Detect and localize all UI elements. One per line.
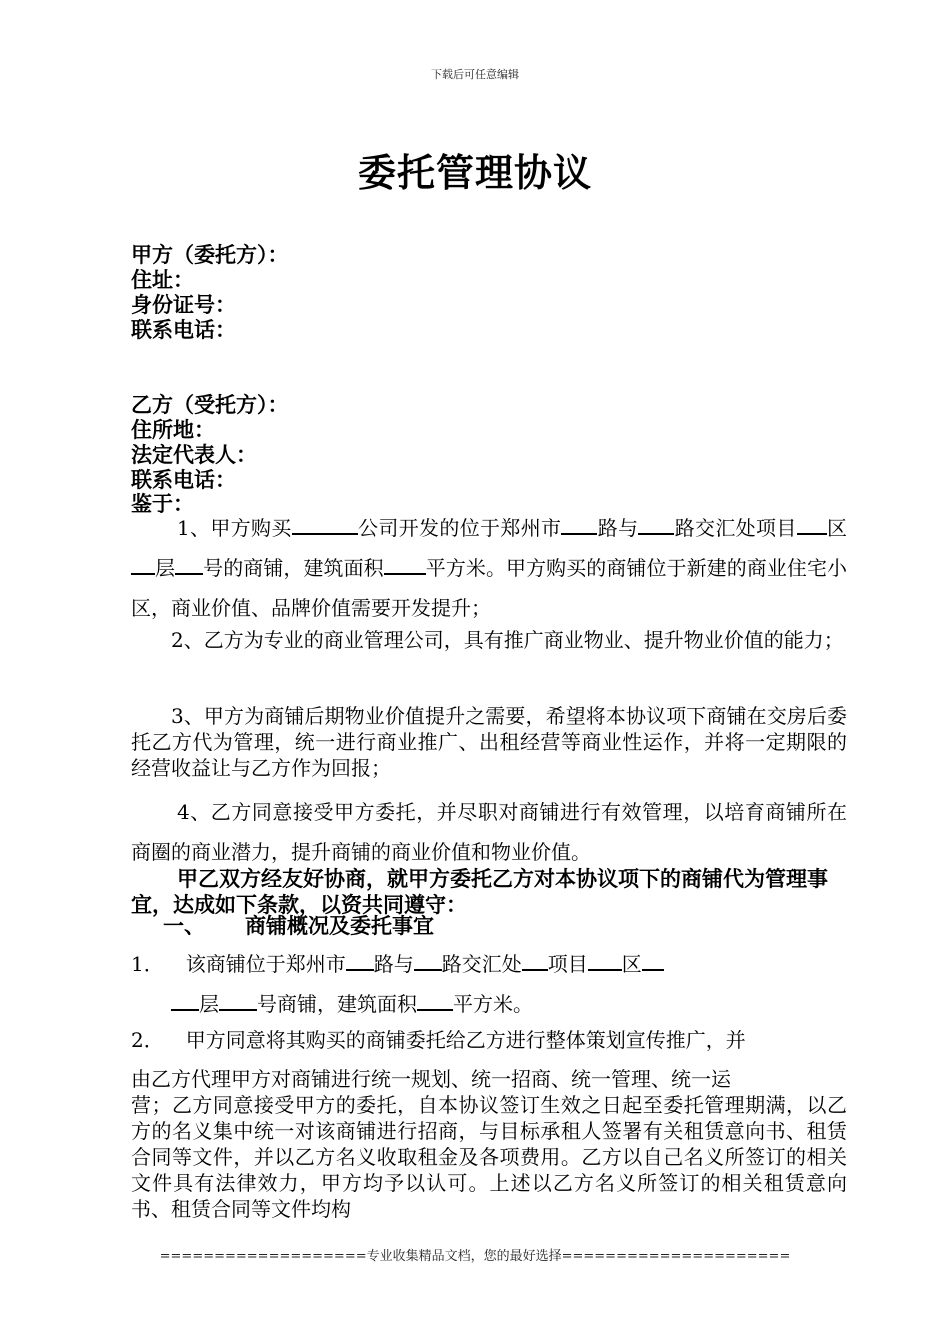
clause-1 [131, 944, 847, 1024]
whereas-heading: 鉴于： [131, 492, 194, 516]
text-run: 该商铺位于郑州市 [185, 952, 346, 976]
text-run: 路与 [597, 516, 639, 540]
whereas-paragraph-4: 4、乙方同意接受甲方委托，并尽职对商铺进行有效管理，以培育商铺所在商圈的商业潜力，提升商铺的商业价值和物业价值。 [131, 800, 847, 864]
party-b-phone: 联系电话： [131, 468, 236, 492]
header-note: 下载后可任意编辑 [431, 68, 519, 81]
text-run: 区 [826, 516, 848, 540]
text-run: 公司开发的位于郑州市 [357, 516, 562, 540]
text-run: 层 [155, 556, 176, 580]
blank-underline [522, 947, 548, 971]
blank-underline [131, 551, 155, 575]
blank-underline [175, 551, 203, 575]
party-b-legal-rep: 法定代表人： [131, 443, 257, 467]
text-run: 路交汇处项目 [674, 516, 797, 540]
blank-underline [414, 947, 442, 971]
clause-2-line-2: 由乙方代理甲方对商铺进行统一规划、统一招商、统一管理、统一运 [131, 1067, 731, 1091]
section-title: 商铺概况及委托事宜 [245, 914, 434, 938]
text-run: 区 [621, 952, 642, 976]
text-run: 层 [199, 992, 219, 1016]
party-a-address: 住址： [131, 268, 194, 292]
blank-underline [797, 511, 827, 535]
blank-underline [642, 947, 664, 971]
blank-underline [171, 987, 199, 1011]
clause-number: 1． [131, 952, 164, 976]
blank-underline [219, 987, 257, 1011]
party-b-address: 住所地： [131, 418, 215, 442]
party-a-heading: 甲方（委托方）： [131, 243, 289, 267]
clause-2-line-1 [131, 1020, 847, 1060]
text-run: 1、甲方购买 [177, 516, 292, 540]
blank-underline [561, 511, 597, 535]
text-run: 路交汇处 [441, 952, 522, 976]
text-run: 平方米。甲方购买的商铺位于新建的商业住宅小区，商业价值、品牌价值需要开发提升； [131, 556, 848, 620]
section-number: 一、 [163, 914, 205, 938]
text-run: 号的商铺，建筑面积 [203, 556, 384, 580]
text-run: 平方米。 [453, 992, 533, 1016]
whereas-paragraph-3 [131, 703, 847, 781]
blank-underline [638, 511, 674, 535]
blank-underline [417, 987, 453, 1011]
party-a-id-number: 身份证号： [131, 293, 236, 317]
party-a-phone: 联系电话： [131, 318, 236, 342]
party-b-heading: 乙方（受托方）： [131, 393, 289, 417]
text-run: 项目 [547, 952, 588, 976]
blank-underline [292, 511, 358, 535]
clause-2-rest: 营；乙方同意接受甲方的委托，自本协议签订生效之日起至委托管理期满，以乙方的名义集中统一对该商铺进行招商，与目标承租人签署有关租赁意向书、租赁合同等文件，并以乙方名义收取租金及各项费用。乙方以自己名义所签订的相关文件具有法律效力，甲方均予以认可。上述以乙方名义所签订的相关租赁意向书、租赁合同等文件均构 [131, 1093, 847, 1221]
whereas-paragraph-2: 2、乙方为专业的商业管理公司，具有推广商业物业、提升物业价值的能力； [171, 628, 844, 652]
text-run: 甲方同意将其购买的商铺委托给乙方进行整体策划宣传推广，并 [185, 1028, 746, 1052]
clause-1-line-2 [131, 984, 847, 1024]
text-run: 路与 [373, 952, 414, 976]
agreement-intro: 甲乙双方经友好协商，就甲方委托乙方对本协议项下的商铺代为管理事宜，达成如下条款，以资共同遵守： [131, 867, 828, 917]
blank-underline [384, 551, 426, 575]
blank-underline [346, 947, 374, 971]
clause-1-line-1 [131, 944, 847, 984]
page-title: 委托管理协议 [357, 151, 592, 195]
clause-number: 2． [131, 1028, 164, 1052]
footer-note: ===================专业收集精品文档，您的最好选择===================== [159, 1249, 791, 1264]
blank-underline [588, 947, 622, 971]
section-1-heading [163, 914, 434, 938]
whereas-paragraph-1 [131, 508, 847, 628]
text-run: 号商铺，建筑面积 [257, 992, 417, 1016]
text-run: 3、甲方为商铺后期物业价值提升之需要，希望将本协议项下商铺在交房后委托乙方代为管理，统一进行商业推广、出租经营等商业性运作，并将一定期限的经营收益让与乙方作为回报； [131, 704, 847, 780]
